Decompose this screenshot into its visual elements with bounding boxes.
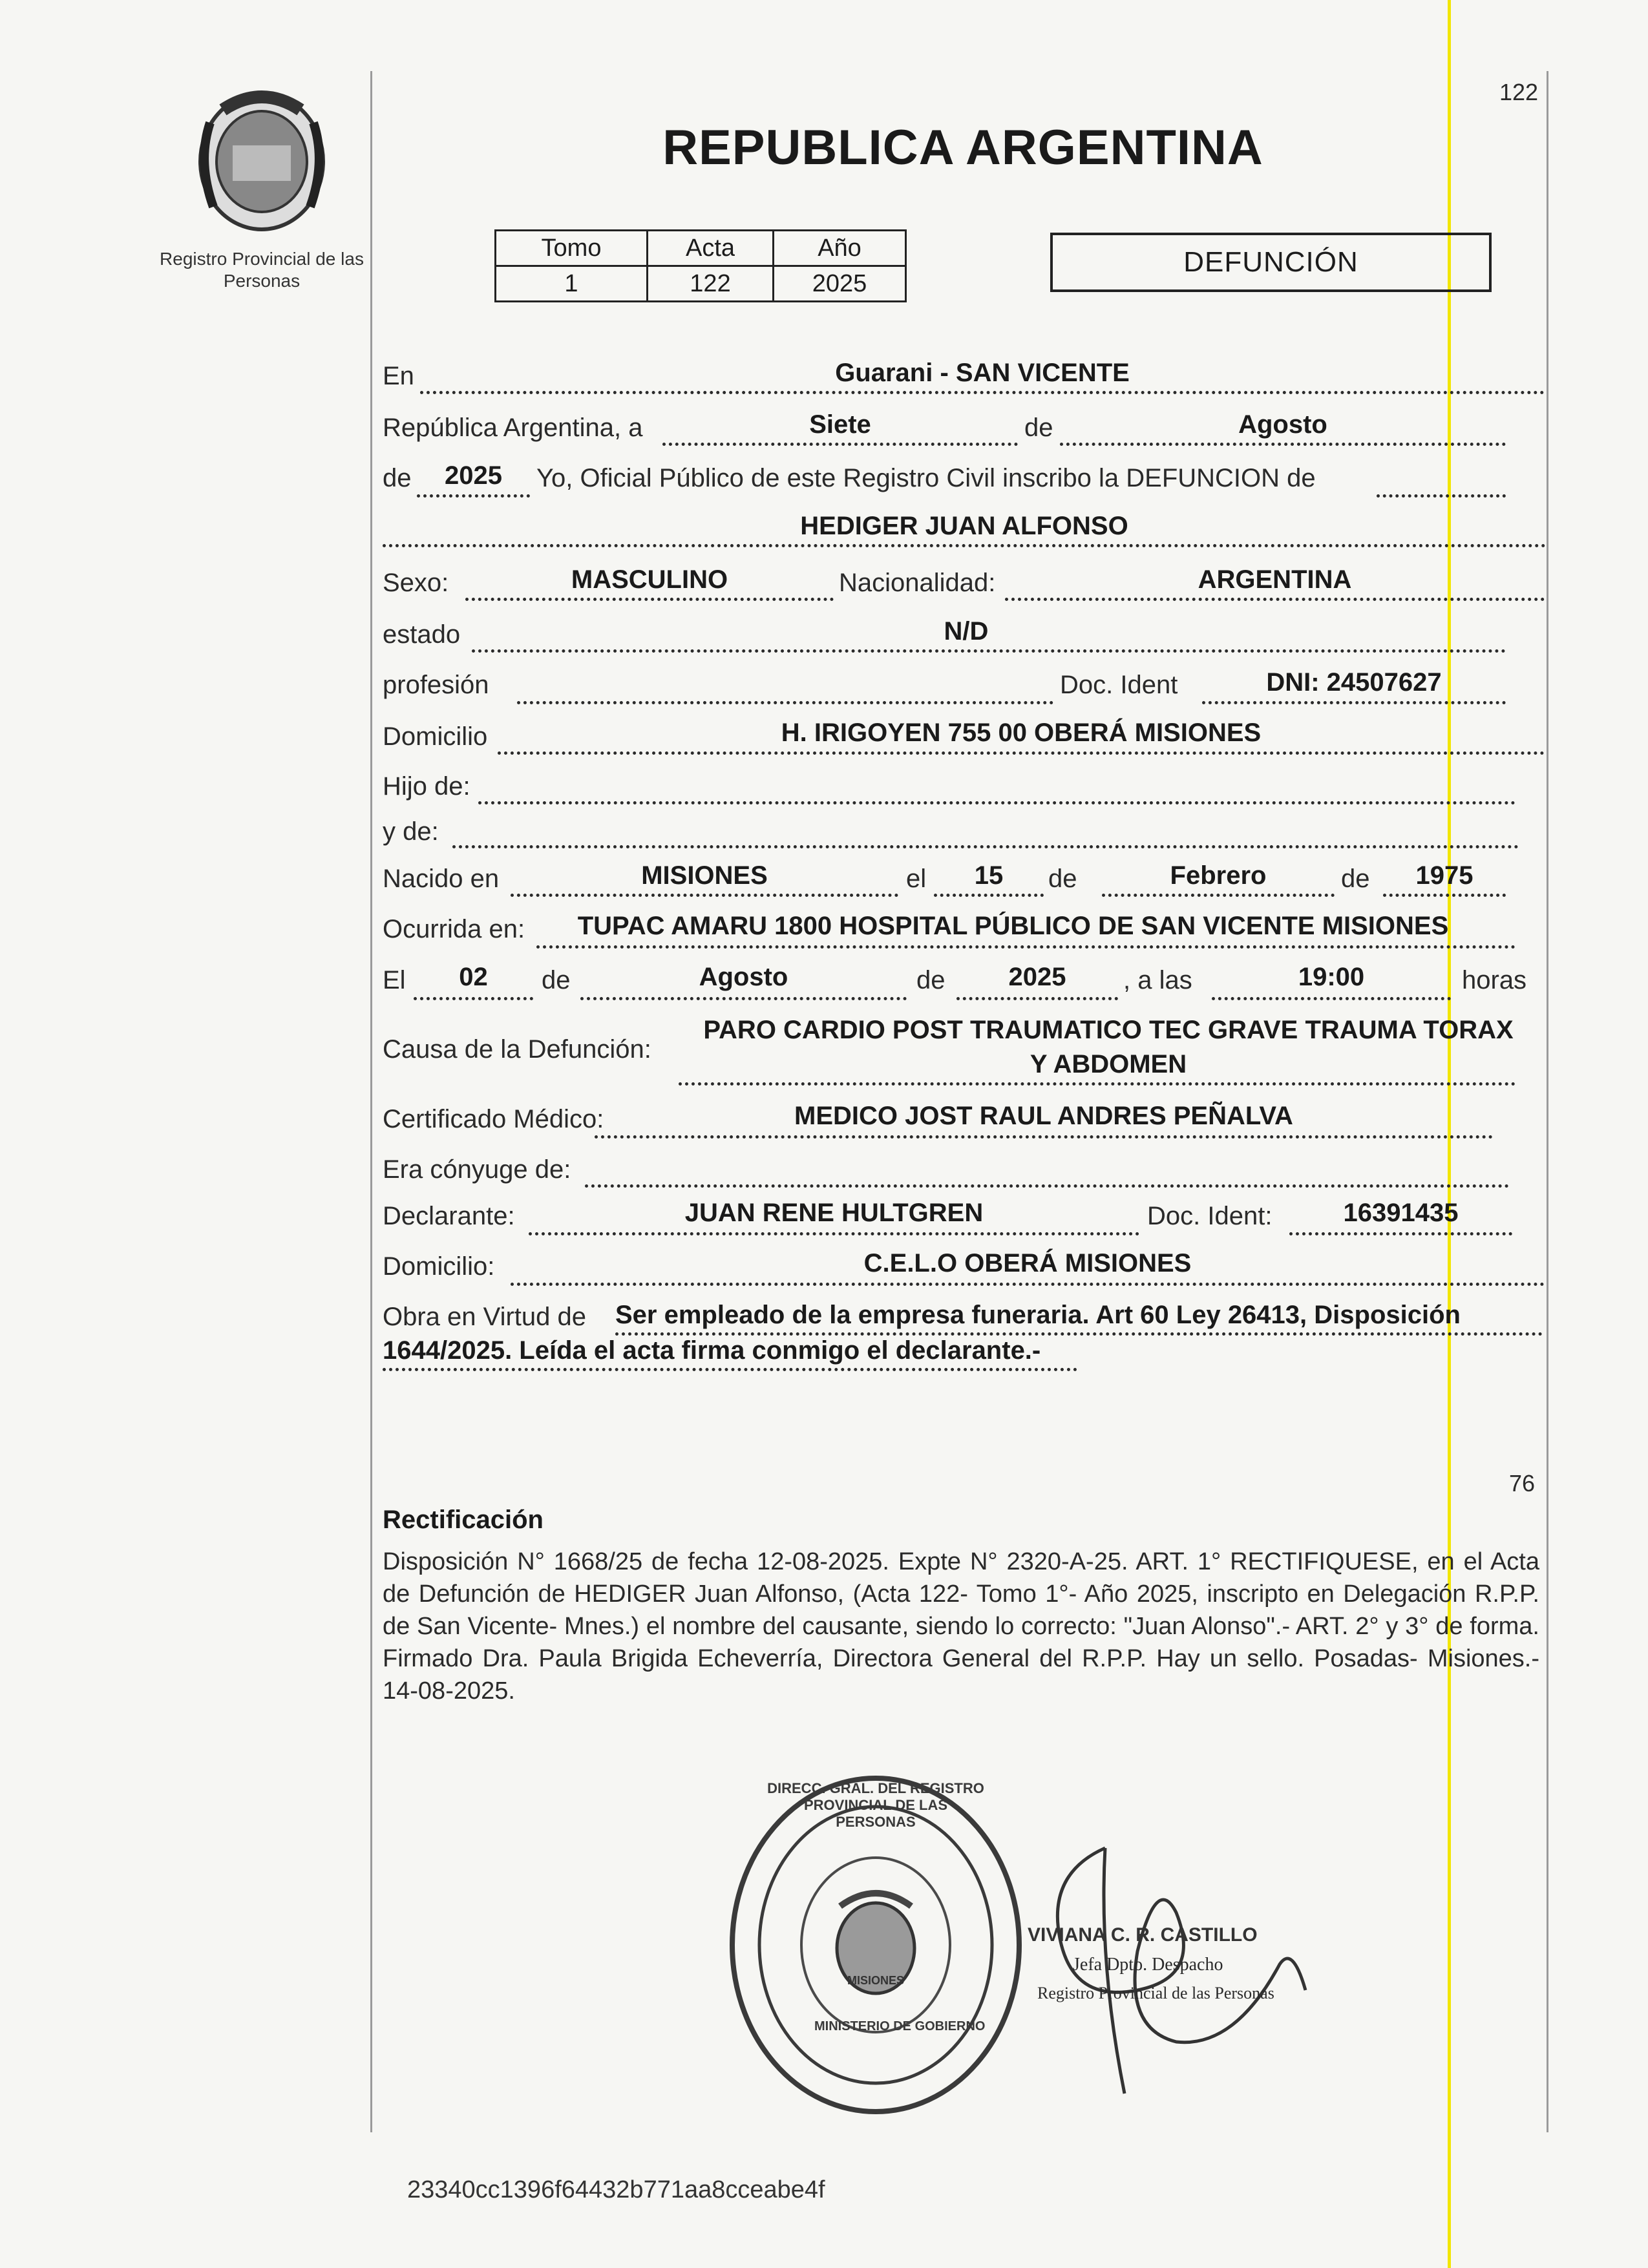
- day-dotline: [662, 443, 1018, 446]
- doc2-dotline: [1289, 1232, 1512, 1235]
- rectificacion-text: Disposición N° 1668/25 de fecha 12-08-2025. Expte N° 2320-A-25. ART. 1° RECTIFIQUESE, en el Acta de Defunción de HEDIGER Juan Alfonso, (Acta 122- Tomo 1°- Año 2025, inscripto en Delegación R.P.P. de San Vicente- Mnes.) el nombre del causante, siendo lo correcto: "Juan Alonso".- ART. 2° y 3° de forma. Firmado Dra. Paula Brigida Echeverría, Directora General del R.P.P. Hay un sello. Posadas- Misiones.- 14-08-2025.: [383, 1548, 1539, 1705]
- highlight-line: [1448, 0, 1451, 2268]
- nacido-dia-dotline: [934, 894, 1044, 897]
- obra-line-2: 1644/2025. Leída el acta firma conmigo el declarante.-: [383, 1336, 1041, 1365]
- right-margin-line: [1547, 71, 1548, 2132]
- doc2-value: 16391435: [1343, 1199, 1459, 1227]
- nacido-anio: 1975: [1415, 861, 1474, 890]
- nacido-lugar-dotline: [511, 894, 898, 897]
- certificado-label: Certificado Médico:: [383, 1105, 604, 1133]
- registry-name: Registro Provincial de las Personas: [160, 249, 364, 291]
- doc2-label: Doc. Ident:: [1147, 1202, 1273, 1230]
- month-value: Agosto: [1238, 410, 1327, 439]
- hijo-dotline: [478, 801, 1516, 804]
- domicilio-label: Domicilio: [383, 722, 488, 751]
- domicilio2-value: C.E.L.O OBERÁ MISIONES: [863, 1249, 1192, 1277]
- declarante-label: Declarante:: [383, 1202, 515, 1230]
- sexo-value: MASCULINO: [571, 565, 728, 594]
- def-anio: 2025: [1008, 963, 1066, 991]
- day-word: Siete: [809, 410, 871, 439]
- causa-line-1: PARO CARDIO POST TRAUMATICO TEC GRAVE TRAUMA TORAX: [703, 1016, 1514, 1044]
- declarante-dotline: [529, 1232, 1139, 1235]
- domicilio-value: H. IRIGOYEN 755 00 OBERÁ MISIONES: [781, 719, 1262, 747]
- stamp-inner-text: MINISTERIO DE GOBIERNO: [814, 2019, 986, 2033]
- de-label-3: de: [1048, 865, 1077, 893]
- doc-dotline: [1202, 701, 1506, 704]
- ocurrida-dotline: [536, 945, 1516, 949]
- nacido-mes: Febrero: [1170, 861, 1267, 890]
- sexo-dotline: [465, 598, 834, 601]
- de-label-6: de: [916, 966, 945, 994]
- stamp-ring-text: DIRECC. GRAL. DEL REGISTRO PROVINCIAL DE LAS PERSONAS: [767, 1780, 984, 1830]
- month-dotline: [1060, 443, 1506, 446]
- nacionalidad-dotline: [1005, 598, 1545, 601]
- def-dia: 02: [459, 963, 488, 991]
- def-mes: Agosto: [699, 963, 788, 991]
- nacionalidad-label: Nacionalidad:: [839, 569, 996, 597]
- conyuge-dotline: [585, 1184, 1509, 1188]
- obra-label: Obra en Virtud de: [383, 1303, 587, 1331]
- obra-dotline-2: [383, 1368, 1077, 1371]
- nacido-mes-dotline: [1102, 894, 1335, 897]
- ocurrida-value: TUPAC AMARU 1800 HOSPITAL PÚBLICO DE SAN VICENTE MISIONES: [577, 912, 1449, 940]
- year-value: 2025: [445, 461, 502, 490]
- page-title: REPUBLICA ARGENTINA: [662, 120, 1263, 175]
- estado-dotline: [472, 649, 1506, 653]
- nacionalidad-value: ARGENTINA: [1198, 565, 1352, 594]
- hora-dotline: [1212, 997, 1451, 1000]
- estado-label: estado: [383, 620, 461, 649]
- side-number: 76: [1509, 1470, 1536, 1496]
- de-label-4: de: [1341, 865, 1370, 893]
- republica-label: República Argentina, a: [383, 414, 643, 442]
- value-tomo: 1: [496, 266, 648, 302]
- de-label-5: de: [542, 966, 571, 994]
- domicilio2-dotline: [511, 1283, 1545, 1286]
- en-value: Guarani - SAN VICENTE: [835, 359, 1130, 387]
- doc-value: DNI: 24507627: [1266, 668, 1442, 697]
- page-number: 122: [1499, 79, 1539, 105]
- yde-dotline: [452, 845, 1519, 848]
- causa-line-2: Y ABDOMEN: [1030, 1050, 1187, 1078]
- signer-org: Registro Provincial de las Personas: [1037, 1984, 1274, 2002]
- domicilio-dotline: [498, 751, 1545, 755]
- value-anio: 2025: [774, 266, 906, 302]
- header-tomo: Tomo: [496, 231, 648, 266]
- def-anio-dotline: [956, 997, 1118, 1000]
- hijo-label: Hijo de:: [383, 772, 470, 801]
- signer-name: VIVIANA C. R. CASTILLO: [1028, 1924, 1258, 1946]
- header-acta: Acta: [648, 231, 774, 266]
- en-dotline: [420, 391, 1545, 394]
- conyuge-label: Era cónyuge de:: [383, 1155, 571, 1184]
- nacido-anio-dotline: [1383, 894, 1506, 897]
- record-table: [494, 229, 907, 302]
- def-dia-dotline: [414, 997, 533, 1000]
- yde-label: y de:: [383, 817, 439, 846]
- domicilio2-label: Domicilio:: [383, 1252, 495, 1281]
- left-margin-line: [370, 71, 372, 2132]
- document-hash: 23340cc1396f64432b771aa8cceabe4f: [407, 2176, 825, 2203]
- header-anio: Año: [774, 231, 906, 266]
- yo-dotline: [1377, 494, 1506, 498]
- stamp-center-text: MISIONES: [847, 1974, 904, 1987]
- ocurrida-label: Ocurrida en:: [383, 915, 525, 943]
- sexo-label: Sexo:: [383, 569, 449, 597]
- profesion-dotline: [517, 701, 1053, 704]
- nacido-label: Nacido en: [383, 865, 500, 893]
- de-label-2: de: [383, 464, 412, 492]
- profesion-label: profesión: [383, 671, 489, 699]
- value-acta: 122: [648, 266, 774, 302]
- causa-label: Causa de la Defunción:: [383, 1035, 651, 1064]
- yo-text: Yo, Oficial Público de este Registro Civil inscribo la DEFUNCION de: [536, 464, 1316, 492]
- estado-value: N/D: [944, 617, 989, 646]
- doc-label: Doc. Ident: [1060, 671, 1178, 699]
- el2-label: El: [383, 966, 406, 994]
- record-type-box: DEFUNCIÓN: [1050, 233, 1492, 292]
- horas-label: horas: [1462, 966, 1527, 994]
- en-label: En: [383, 362, 414, 390]
- deceased-name: HEDIGER JUAN ALFONSO: [800, 512, 1128, 540]
- certificado-value: MEDICO JOST RAUL ANDRES PEÑALVA: [794, 1102, 1293, 1130]
- name-dotline: [383, 544, 1546, 547]
- obra-dotline-1: [615, 1332, 1543, 1336]
- hora-value: 19:00: [1298, 963, 1365, 991]
- province-seal-icon: [187, 84, 336, 236]
- year-dotline: [417, 494, 530, 498]
- nacido-lugar: MISIONES: [641, 861, 768, 890]
- declarante-value: JUAN RENE HULTGREN: [684, 1199, 984, 1227]
- certificado-dotline: [595, 1135, 1493, 1139]
- causa-dotline: [679, 1082, 1516, 1086]
- def-mes-dotline: [580, 997, 907, 1000]
- de-label-1: de: [1024, 414, 1053, 442]
- signer-role: Jefa Dpto. Despacho: [1073, 1955, 1223, 1975]
- rectificacion-heading: Rectificación: [383, 1506, 544, 1534]
- nacido-dia: 15: [974, 861, 1004, 890]
- alas-label: , a las: [1123, 966, 1192, 994]
- obra-line-1: Ser empleado de la empresa funeraria. Art 60 Ley 26413, Disposición: [615, 1301, 1461, 1329]
- el-label: el: [906, 865, 927, 893]
